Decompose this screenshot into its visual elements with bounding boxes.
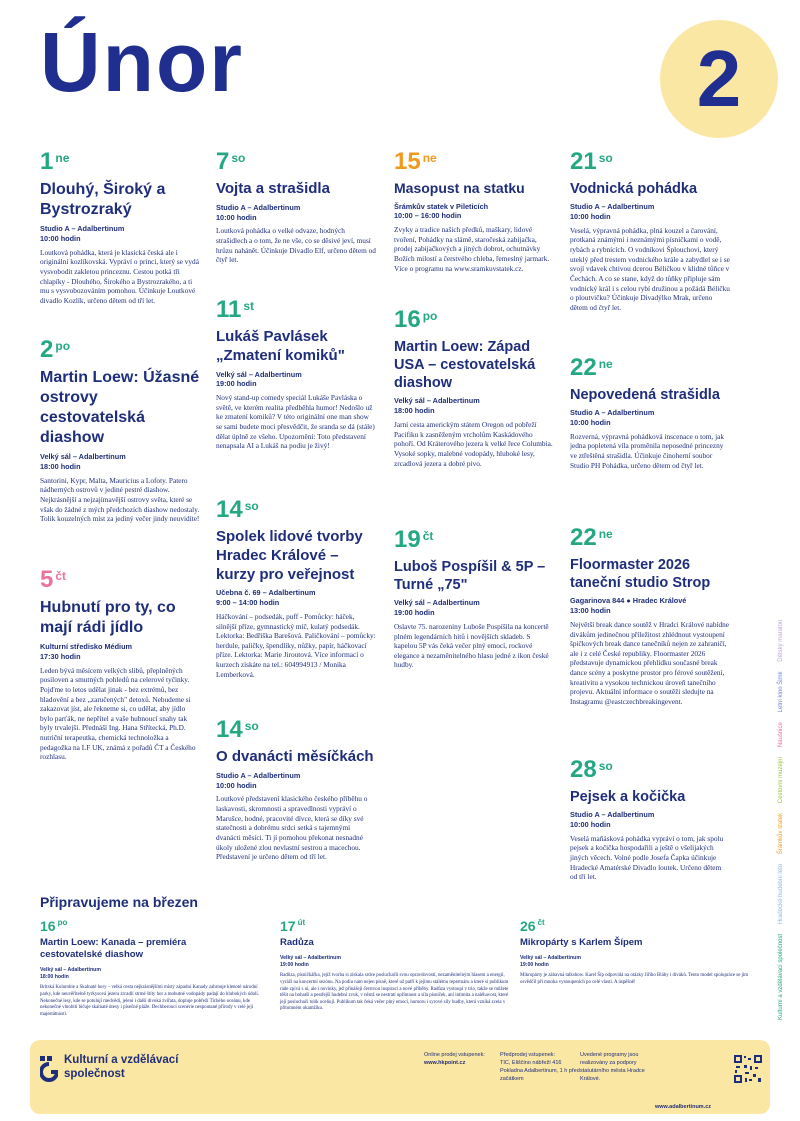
event-date: 16 $^{po}$ — [40, 918, 68, 934]
events-column-3 — [394, 150, 554, 680]
event-description: Největší break dance soutěž v Hradci Králové nabídne divákům jedinečnou příležitost zhlédnout vystoupení špičkových break dance tanečníků nejen ze zahraničí, ale i z celé České republiky. Floormaster 2026 představuje dynamickou přehlídku současné break dance scény a poskytne prostor pro férové soutěžení, kreativitu a vysokou technickou úroveň tanečního projevu. Aktuální informace o soutěži sledujte na Instagramu @eastczechbreakingevent. — [570, 619, 730, 706]
event-venue: Velký sál – Adalbertinum 19:00 hodin — [394, 598, 480, 618]
organization-logo-icon — [40, 1056, 58, 1084]
event-date: 14 $^{so}$ — [216, 716, 259, 743]
upcoming-event — [280, 918, 510, 1013]
event-venue: Studio A – Adalbertinum 10:00 hodin — [570, 202, 655, 221]
event-description: Veselá maňásková pohádka vypráví o tom, jak spolu pejsek a kočička hospodařili a ještě o všelijakých jiných věcech. Volné podle Josefa Čapka účinkuje Hradecké Amatérské Divadlo loutek. Určeno dětem od tří let. — [570, 833, 724, 882]
event-venue: Studio A – Adalbertinum 10:00 hodin — [570, 810, 655, 829]
month-number: 2 — [696, 34, 742, 123]
event-date: 17 $^{út}$ — [280, 918, 306, 934]
event-date: 22 $^{ne}$ — [570, 524, 613, 551]
event-description: Santorini, Kypr, Malta, Mauricius a Lofoty. Patero nádherných ostrovů v jediné pestré diashow. Nejkrásnější a nejzajímavější ostrovy světa, které se však do žádné z mých předchozích diashow nedostaly. Tolik kouzelných míst za jediný večer jindy neuvidíte! — [40, 475, 200, 524]
event-title: O dvanácti měsíčkách — [216, 748, 374, 765]
event — [40, 568, 200, 762]
partner-strip — [776, 619, 792, 1020]
events-column-2 — [216, 150, 376, 872]
partner-label: Cestovní muzejní — [778, 756, 784, 804]
event-title: Hubnutí pro ty, co mají rádi jídlo — [40, 599, 176, 636]
event-title: Martin Loew: Kanada – premiéra cestovatelské diashow — [40, 937, 187, 960]
event — [394, 150, 554, 298]
event-date: 14 $^{so}$ — [216, 496, 259, 523]
partner-label: Náušnice — [778, 722, 784, 748]
event-description: Jarní cesta americkým státem Oregon od pobřeží Pacifiku k zasněženým vrcholům Kaskádového pohoří. Od Kráterového jezera k velké řece Columbia. Vysoké sopky, malebné vodopády, hluboké lesy, zrcadlová jezera a dobré pivo. — [394, 420, 553, 468]
event-date: 22 $^{ne}$ — [570, 354, 613, 381]
event-title: Spolek lidové tvorby Hradec Králové – kurzy pro veřejnost — [216, 528, 363, 583]
event-title: Martin Loew: Úžasné ostrovy cestovatelská diashow — [40, 369, 200, 446]
event-description: Háčkování – podsedák, puff - Pomůcky: háček, silnější příze, gymnastický míč, kulatý podsedák. Lektorka: Bedřiška Barešová. Paličkování – pomůcky: herdule, paličky, špendlíky, nůžky, papír, háčkovací příze. Lektorka: Marie Jiroutová. Více informací o kurzech získáte na tel.: 604994913 / Monika Lemberková. — [216, 611, 376, 679]
event-venue: Studio A – Adalbertinum 10:00 hodin — [570, 408, 655, 427]
event-title: Mikropárty s Karlem Šípem — [520, 937, 643, 948]
event — [40, 150, 200, 328]
website-link[interactable]: www.adalbertinum.cz — [655, 1104, 712, 1110]
event — [570, 356, 730, 516]
event-title: Vodnická pohádka — [570, 181, 698, 197]
qr-code-icon — [733, 1054, 763, 1084]
online-sales-link[interactable]: www.hkpoint.cz — [424, 1059, 466, 1066]
event-venue: Velký sál – Adalbertinum 18:00 hodin — [40, 452, 126, 471]
partner-label: Hradecké hudební léto — [778, 863, 784, 925]
event-venue: Studio A – Adalbertinum 10:00 hodin — [216, 202, 301, 222]
event-title: Floormaster 2026 taneční studio Strop — [570, 557, 711, 592]
event-description: Mikropárty je zábavná talkshow. Karel Šíp odpovídá na otázky Jiřího Bláby i diváků. Tento model spolupráce se jim osvědčil při mnoha vystoupeních po celé vlasti. A úspěšně! — [520, 973, 749, 986]
event-title: Nepovedená strašidla — [570, 387, 720, 403]
event-venue: Velký sál – Adalbertinum 19:00 hodin — [520, 954, 581, 969]
event — [40, 338, 200, 558]
event-title: Lukáš Pavlásek „Zmatení komiků" — [216, 328, 345, 364]
event-venue: Učebna č. 69 – Adalbertinum 9:00 – 14:00 hodin — [216, 588, 316, 608]
event — [394, 528, 554, 670]
event-description: Loutková pohádka, která je klasická česká ale i originální kozlíkovská. Vypráví o princi, který se vydá vysvobodit zakletou princeznu. Cestou potká tři chlapíky - Dlouhého, Širokého a Bystrozrakého, a ti mu s vysvobozováním pomohou. Účinkuje Loutkové divadlo Kozlík, určeno dětem od tří let. — [40, 247, 199, 305]
event-title: Martin Loew: Západ USA – cestovatelská diashow — [394, 339, 536, 392]
partner-label: Dětský maraton — [778, 619, 784, 662]
event-venue: Šrámkův statek v Pileticích 10:00 – 16:00 hodin — [394, 201, 489, 221]
event-date: 16 $^{po}$ — [394, 306, 438, 333]
event-date: 15 $^{ne}$ — [394, 148, 437, 175]
event-venue: Velký sál – Adalbertinum 18:00 hodin — [40, 966, 101, 981]
event-description: Loutkové představení klasického českého příběhu o laskavosti, skromnosti a spravedlnosti vypráví o Marušce, hodné, pracovité dívce, která se díky své statečnosti a dobrému srdci setká s tajemnými dvanácti měsíci. Ti jí pomohou překonat nesnadné úkoly uložené zlou nevlastní sestrou a macechou. Představení je určeno dětem od tří let. — [216, 794, 368, 862]
event-title: Pejsek a kočička — [570, 789, 686, 805]
event-title: Dlouhý, Široký a Bystrozraký — [40, 181, 166, 218]
event — [570, 526, 730, 748]
event-venue: Kulturní středisko Médium 17:30 hodin — [40, 642, 133, 661]
event-venue: Velký sál – Adalbertinum 19:00 hodin — [216, 369, 302, 389]
event — [216, 498, 376, 708]
event-description: Rozverná, výpravná pohádková inscenace o tom, jak jedna popletená víla proměnila neposedné princezny ve ztřeštěná strašidla. Účinkuje činoherní soubor Studio PH Pohádka, určeno dětem od čtyř let. — [570, 431, 724, 470]
event — [570, 150, 730, 346]
partner-label: Letní kino Šimk — [778, 671, 784, 713]
event-date: 19 $^{čt}$ — [394, 526, 434, 553]
event-date: 5 $^{čt}$ — [40, 566, 67, 593]
event-title: Luboš Pospíšil & 5P – Turné „75" — [394, 559, 546, 594]
section-heading: Připravujeme na březen — [40, 894, 198, 910]
events-column-4 — [570, 150, 730, 892]
presale-info: Předprodej vstupenek: TIC, Eliščino nábřeží 416 Pokladna Adalbertinum, 1 h před začátkem — [500, 1052, 580, 1082]
upcoming-event — [40, 918, 270, 1018]
event-venue: Gagarinova 844 ● Hradec Králové 13:00 hodin — [570, 596, 687, 616]
event-description: Leden bývá měsícem velkých slibů, přeplněných posiloven a smutných pohledů na celerové tyčinky. Pojďme to letos udělat jinak - bez extrémů, bez hladovění a bez „zaručených" detoxů. Nebudeme si zakazovat jíst, ale řekneme si, co udělat, aby jídlo bylo parťák, ne nepřítel a vaše hubnoucí snahy tak byly trvalejší. Přednáší Ing. Hana Střítecká, Ph.D. nutriční terapeutka, chemická technoložka a pedagožka na LF UK, známá z pořadů ČT a Českého rozhlasu. — [40, 665, 196, 762]
event — [394, 308, 554, 518]
event-description: Britská Kolumbie a Skalnaté hory – velká cesta nejkrásnějšími místy západní Kanady zahrnuje klenoté národní parky, kde neuvěřitelně tyrkysová jezera zrcadlí strmé štíty hor a mohutné vodopády padají do hlubokých údolí. Nekonečné lesy, kde se potulují medvědi, jeleni i další divoká zvířata, dopluje pobřeží Tichého oceánu, kde nekonečné vlnobití bičuje skalnaté útesy i písečné pláže. Dechberoucí scenérie nespoutané přírody v celé její majestátnosti. — [40, 985, 260, 1017]
event-title: Masopust na statku — [394, 180, 525, 196]
event — [570, 758, 730, 882]
events-column-1 — [40, 150, 200, 772]
event-date: 28 $^{so}$ — [570, 756, 613, 783]
event-venue: Studio A – Adalbertinum 10:00 hodin — [40, 224, 125, 243]
partner-label: Šrámkův statek — [778, 812, 784, 855]
online-sales: Online prodej vstupenek: www.hkpoint.cz — [424, 1052, 485, 1066]
event-date: 26 $^{čt}$ — [520, 918, 545, 934]
event-description: Nový stand-up comedy speciál Lukáše Pavláska o světě, ve kterém realita předběhla humor! Nedošlo už ke zmatení komiků? V této originální one man show se sami budete moci přesvědčit, že sranda se dá (stále) dělat úplně ze všeho. Upozornění: Toto představení nenapsala AI a Lukáš na podiu je živý! — [216, 393, 375, 451]
event-date: 2 $^{po}$ — [40, 336, 71, 363]
event — [216, 298, 376, 488]
event-description: Oslavte 75. narozeniny Luboše Pospíšila na koncertě plném legendárních hitů i novějších skladeb. S kapelou 5P vás čeká večer plný emocí, rockové elegance a nezaměnitelného hlasu jedné z ikon české hudby. — [394, 621, 549, 670]
event — [216, 150, 376, 288]
event — [216, 718, 376, 862]
upcoming-event — [520, 918, 750, 987]
event-description: Loutková pohádka o velké odvaze, hodných strašidlech a o tom, že ne vše, co se děsivé jeví, musí hrůzu nahánět. Účinkuje Divadlo Elf, určeno dětem od čtyř let. — [216, 226, 376, 265]
event-title: Vojta a strašidla — [216, 180, 330, 197]
event-date: 1 $^{ne}$ — [40, 148, 70, 175]
event-description: Radůza, písničkářka, jejíž tvorba si získala srdce posluchačů svou opravdovostí, nezaměnitelným hlasem a energií, vyráží na koncertní sezónu. Na podiu nám nejen písně, které už patří k jejímu stálému repertoáru a které si publikum ráde zpívá s ní, ale i novinky, jež přinášejí čerstvou inspiraci a nové příběhy. Radůza vystoupí v trio, takže se můžete těšit na bohatší a pestřejší hudební zvuk, v němž se nestratí upřímnost a síla písniček, ani intimita a naléhavost, které její posluchači tolik oceňují. Publikum tak čeká večer plný emocí, humoru i syrové síly hudby, která vzniká zcela v přítomném okamžiku. — [280, 973, 509, 1012]
event-venue: Velký sál – Adalbertinum 18:00 hodin — [394, 396, 480, 416]
event-description: Veselá, výpravná pohádka, plná kouzel a čarování, protkaná známými i neznámými písničkami o vodě, rybách a rybnících. O vodníkovi Šplouchovi, který uteklý před trestem vodnického krále a zabydlel se i se svojí vdavek chtivou dcerou Béličkou v klidné tůňce v Čechách. A co se stane, když do tůňky připluje sám vodnický král i s celou rybí družinou a požádá Béličku o ploutvičku? Účinkuje Divadýlko Mrak, určeno dětem od čtyř let. — [570, 225, 730, 312]
event-date: 11 $^{st}$ — [216, 296, 255, 323]
partner-label: Kulturní a vzdělávací společnost — [778, 933, 784, 1020]
event-venue: Studio A – Adalbertinum 10:00 hodin — [216, 770, 301, 790]
event-venue: Velký sál – Adalbertinum 19:00 hodin — [280, 954, 341, 969]
event-date: 21 $^{so}$ — [570, 148, 613, 175]
event-title: Radůza — [280, 937, 314, 948]
support-note: Uvedené programy jsou realizovány za podpory statutárního města Hradce Králové. — [580, 1052, 645, 1082]
organization-name: Kulturní a vzdělávací společnost — [64, 1054, 179, 1080]
event-date: 7 $^{so}$ — [216, 148, 246, 175]
event-description: Zvyky a tradice našich předků, maškary, lidové tvoření, Pohádky na slámě, staročeská zabijačka, prodej zabijačkových a jiných dobrot, ochutnávky Božích milostí a čerstvého chleba, řemeslný jarmark. Více o programu na www.sramkuvstatek.cz. — [394, 225, 550, 273]
page-title: Únor — [40, 15, 244, 109]
